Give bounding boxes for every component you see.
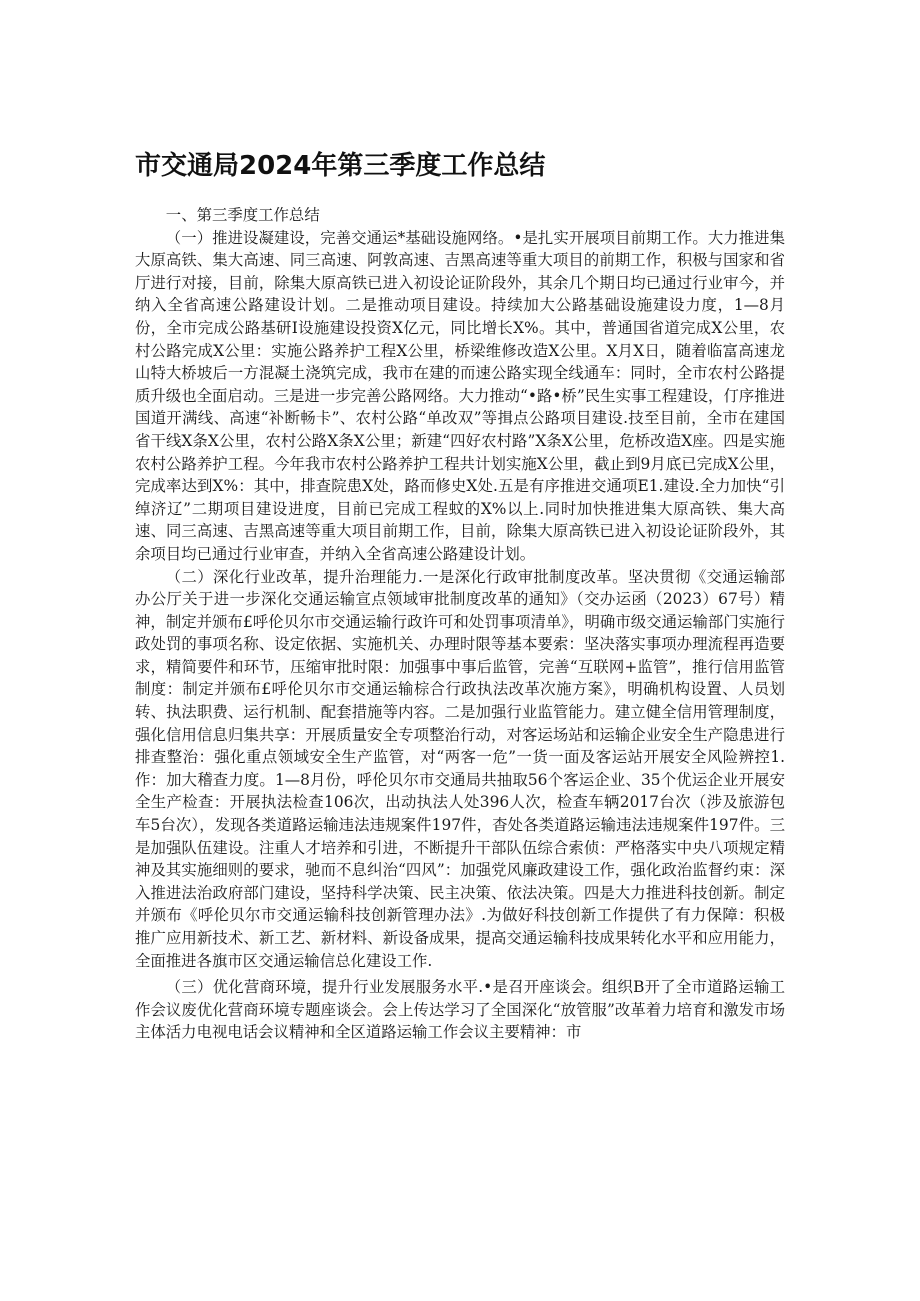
paragraph-reform: （二）深化行业改革，提升治理能力.一是深化行政审批制度改革。坚决贯彻《交通运输部办公厅关于进一步深化交通运输宣点领域审批制度改革的通知》（交办运函（2023）67号）精神，制定并颁布£呼伦贝尔市交通运输行政许可和处罚事项清单》，明确市级交通运输部门实施行政处罚的事项名称、设定依据、实施机关、办理时限等基本要索：坚决落实事项办理流程再造要求，精简要件和环节，压缩审批时限：加强事中事后监管，完善“互联网+监管”，推行信用监管制度：制定并颁布£呼伦贝尔市交通运输棕合行政执法改革次施方案》，明确机构设置、人员划转、执法职费、运行机制、配套措施等内容。二是加强行业监管能力。建立健全信用管理制度，强化信用信息归集共享：开展质量安全专项整治行动，对客运场站和运输企业安全生产隐患进行排查整治：强化重点领域安全生产监管，对“两客一危”一货一面及客运站开展安全风险辨控1.作：加大稽查力度。1—8月份，呼伦贝尔市交通局共抽取56个客运企业、35个优运企业开展安全生产检查：开展执法检查106次，出动执法人处396人次，检查车辆2017台次（涉及旅游包车5台次），发现各类道路运输违法违规案件197件，杳处各类道路运输违法违规案件197件。三是加强队伍建设。注重人才培养和引进，不断提升干部队伍综合索侦：严格落实中央八项规定精神及其实施细则的要求，驰而不息纠治“四风”：加强党风廉政建设工作，强化政治监督约束：深入推进法治政府部门建设，坚持科学决策、民主决策、依法决策。四是大力推进科技创新。制定并颁布《呼伦贝尔市交通运输科技创新管理办法》.为做好科技创新工作提供了有力保障：积极推广应用新技术、新工艺、新材料、新设备成果，提高交通运输科技成果转化水平和应用能力，全面推进各旗市区交通运输信总化建设工作. <box>135 567 785 970</box>
document-body <box>135 204 785 1044</box>
document-title: 市交通局2024年第三季度工作总结 <box>135 151 546 181</box>
paragraph-business-environment: （三）优化营商环境，提升行业发展服务水平.•是召开座谈会。组织B开了全市道路运输工作会议废优化营商环境专题座谈会。会上传达学习了全国深化“放管服”改革着力培育和激发市场主体活力电视电话会议精神和全区道路运输工作会议主要精神：市 <box>135 978 785 1042</box>
section-heading: 一、第三季度工作总结 <box>165 206 320 224</box>
paragraph-infrastructure: （一）推进设凝建设，完善交通运*基础设施网络。•是扎实开展项目前期工作。大力推进集大原高铁、集大高速、同三高速、阿敦高速、吉黑高速等重大项目的前期工作，积极与国家和省厅进行对接，目前，除集大原高铁已进入初设论证阶段外，其余几个期日均已通过行业审今，并纳入全省高速公路建设计划。二是推动项目建设。持续加大公路基础设施建设力度，1—8月份，全市完成公路基研Ⅰ设施建设投资X亿元，同比增长X%。其中，普通国省道完成X公里，农村公路完成X公里：实施公路养护工程X公里，桥梁维修改造X公里。X月X日，随着临富高速龙山特大桥坡后一方混凝土浇筑完成，我市在建的而速公路实现全线通车：同时，全市农村公路提质升级也全面启动。三是进一步完善公路网络。大力推动“•路•桥”民生实事工程建设，仃序推进国道开满线、高速“补断畅卡”、农村公路“单改双”等揖点公路项目建设.技至目前，全市在建国省干线X条X公里，农村公路X条X公里；新建“四好农村路”X条X公里，危桥改造X座。四是实施农村公路养护工程。今年我市农村公路养护工程共计划实施X公里，截止到9月底已完成X公里，完成率达到X%：其中，排查院患X处，路而修史X处.五是有序推进交通项E1.建设.全力加快“引绰济辽”二期项目建设进度，目前已完成工程蚊的X%以上.同时加快推进集大原高铁、集大高速、同三高速、吉黑高速等重大项目前期工作，目前，除集大原高铁已进入初设论证阶段外，其余项目均已通过行业审查，并纳入全省高速公路建设计划。 <box>135 228 785 563</box>
